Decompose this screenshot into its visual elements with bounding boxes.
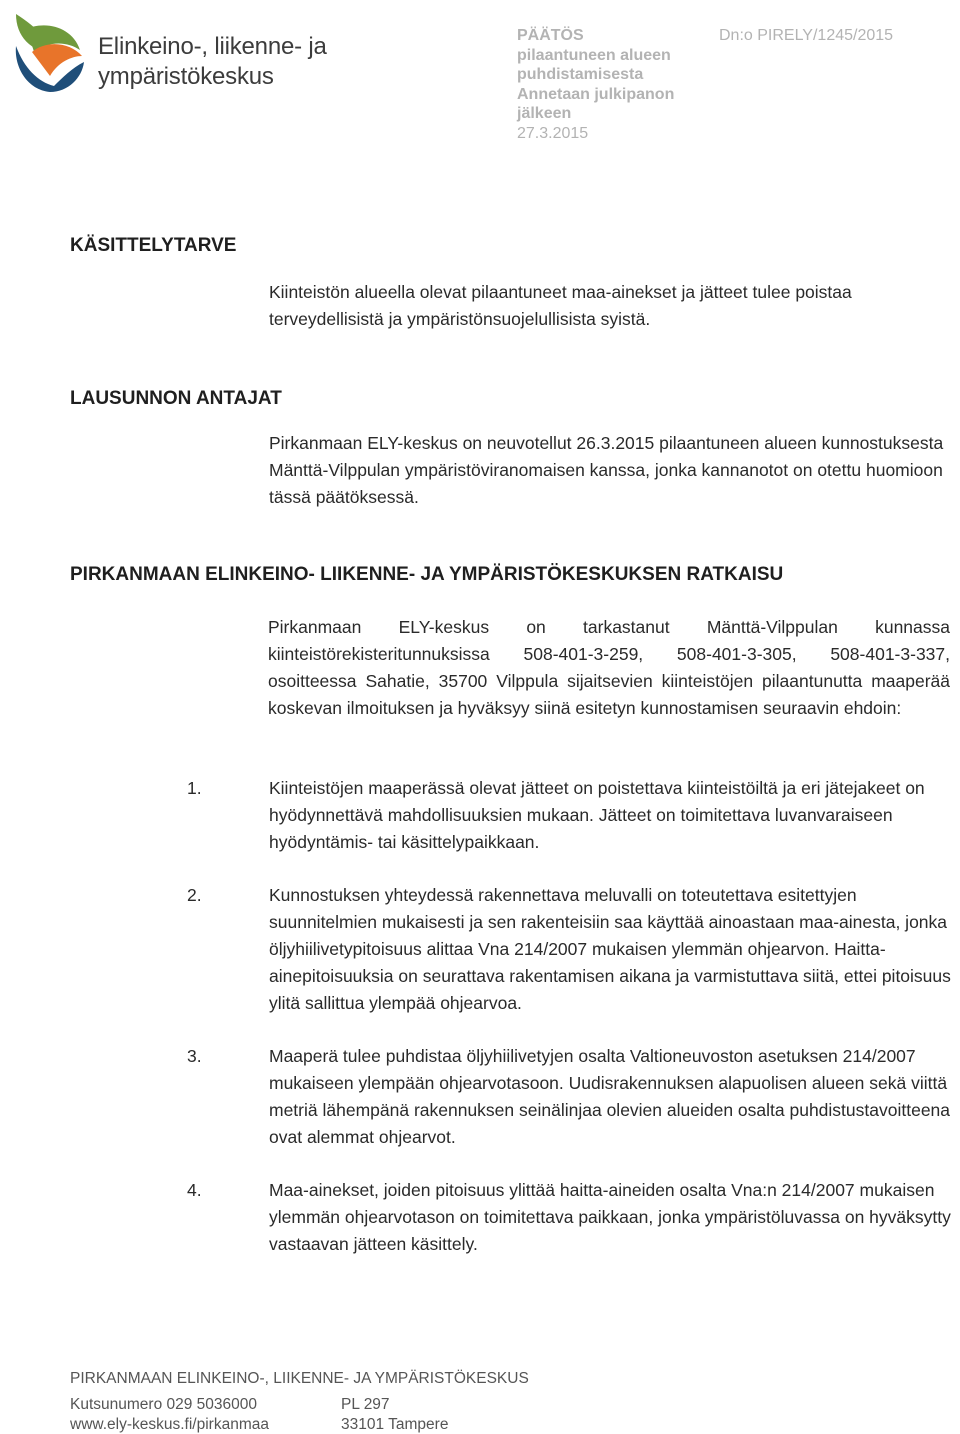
document-number: Dn:o PIRELY/1245/2015: [719, 27, 894, 44]
footer-phone: Kutsunumero 029 5036000: [70, 1396, 258, 1413]
logo-line-2: ympäristökeskus: [98, 63, 274, 90]
document-type: PÄÄTÖS: [517, 27, 584, 44]
heading-kasittelytarve: KÄSITTELYTARVE: [70, 235, 237, 256]
footer-po-box: PL 297: [341, 1396, 390, 1413]
lausunnon-antajat-text: Pirkanmaan ELY-keskus on neuvotellut 26.3.2015 pilaantuneen alueen kunnostuksesta Mänttä-Vilppulan ympäristöviranomaisen kanssa, jonka kannanotot on otettu huomioon tässä päätöksessä.: [269, 433, 944, 507]
footer-organization: PIRKANMAAN ELINKEINO-, LIIKENNE- JA YMPÄRISTÖKESKUS: [70, 1370, 529, 1387]
heading-ratkaisu: PIRKANMAAN ELINKEINO- LIIKENNE- JA YMPÄRISTÖKESKUKSEN RATKAISU: [70, 564, 784, 585]
document-date: 27.3.2015: [517, 124, 589, 142]
condition-2-number: 2.: [187, 885, 202, 905]
condition-2-text: Kunnostuksen yhteydessä rakennettava meluvalli on toteutettava esitettyjen suunnitelmien mukaisesti ja sen rakenteisiin saa käyttää ainoastaan maa-ainesta, jonka öljyhiilivetypitoisuus alittaa Vna 214/2007 mukaisen ylemmän ohjearvon. Haitta-ainepitoisuuksia on seurattava rakentamisen aikana ja varmistuttava siitä, ettei pitoisuus ylitä sallittua ylempää ohjearvoa.: [269, 885, 951, 1013]
condition-1-text: Kiinteistöjen maaperässä olevat jätteet on poistettava kiinteistöiltä ja eri jätejakeet on hyödynnettävä mahdollisuuksien mukaan. Jätteet on toimitettava luvanvaraiseen hyödyntämis- tai käsittelypaikkaan.: [269, 778, 925, 852]
ely-logo: [10, 6, 340, 98]
condition-4-text: Maa-ainekset, joiden pitoisuus ylittää haitta-aineiden osalta Vna:n 214/2007 mukaisen ylemmän ohjearvotason on toimitettava paikkaan, jonka ympäristöluvassa on hyväksytty vastaavan jätteen käsittely.: [269, 1180, 951, 1254]
condition-3-number: 3.: [187, 1046, 202, 1066]
document-subject: pilaantuneen alueen puhdistamisesta: [517, 46, 671, 83]
footer-postal-address: 33101 Tampere: [341, 1416, 449, 1433]
logo-text: [98, 32, 327, 92]
heading-lausunnon-antajat: LAUSUNNON ANTAJAT: [70, 388, 282, 409]
logo-line-1: Elinkeino-, liikenne- ja: [98, 33, 327, 60]
publication-note: Annetaan julkipanon jälkeen: [517, 85, 675, 122]
condition-4-number: 4.: [187, 1180, 202, 1200]
footer-website[interactable]: www.ely-keskus.fi/pirkanmaa: [70, 1416, 269, 1433]
ratkaisu-intro: Pirkanmaan ELY-keskus on tarkastanut Mänttä-Vilppulan kunnassa kiinteistörekisteritunnuksissa 508-401-3-259, 508-401-3-305, 508-401-3-337, osoitteessa Sahatie, 35700 Vilppula sijaitsevien kiinteistöjen pilaantunutta maaperää koskevan ilmoituksen ja hyväksyy siinä esitetyn kunnostamisen seuraavin ehdoin:: [268, 617, 950, 718]
kasittelytarve-text: Kiinteistön alueella olevat pilaantuneet maa-ainekset ja jätteet tulee poistaa terveydellisistä ja ympäristönsuojelullisista syistä.: [269, 282, 852, 329]
condition-3-text: Maaperä tulee puhdistaa öljyhiilivetyjen osalta Valtioneuvoston asetuksen 214/2007 mukaiseen ylempään ohjearvotasoon. Uudisrakennuksen alapuolisen alueen sekä viittä metriä lähempänä rakennuksen seinälinjaa olevien alueiden osalta puhdistustavoitteena ovat alemmat ohjearvot.: [269, 1046, 951, 1147]
ely-leaf-icon: [10, 6, 90, 98]
document-info: [517, 26, 707, 143]
condition-1-number: 1.: [187, 778, 202, 798]
